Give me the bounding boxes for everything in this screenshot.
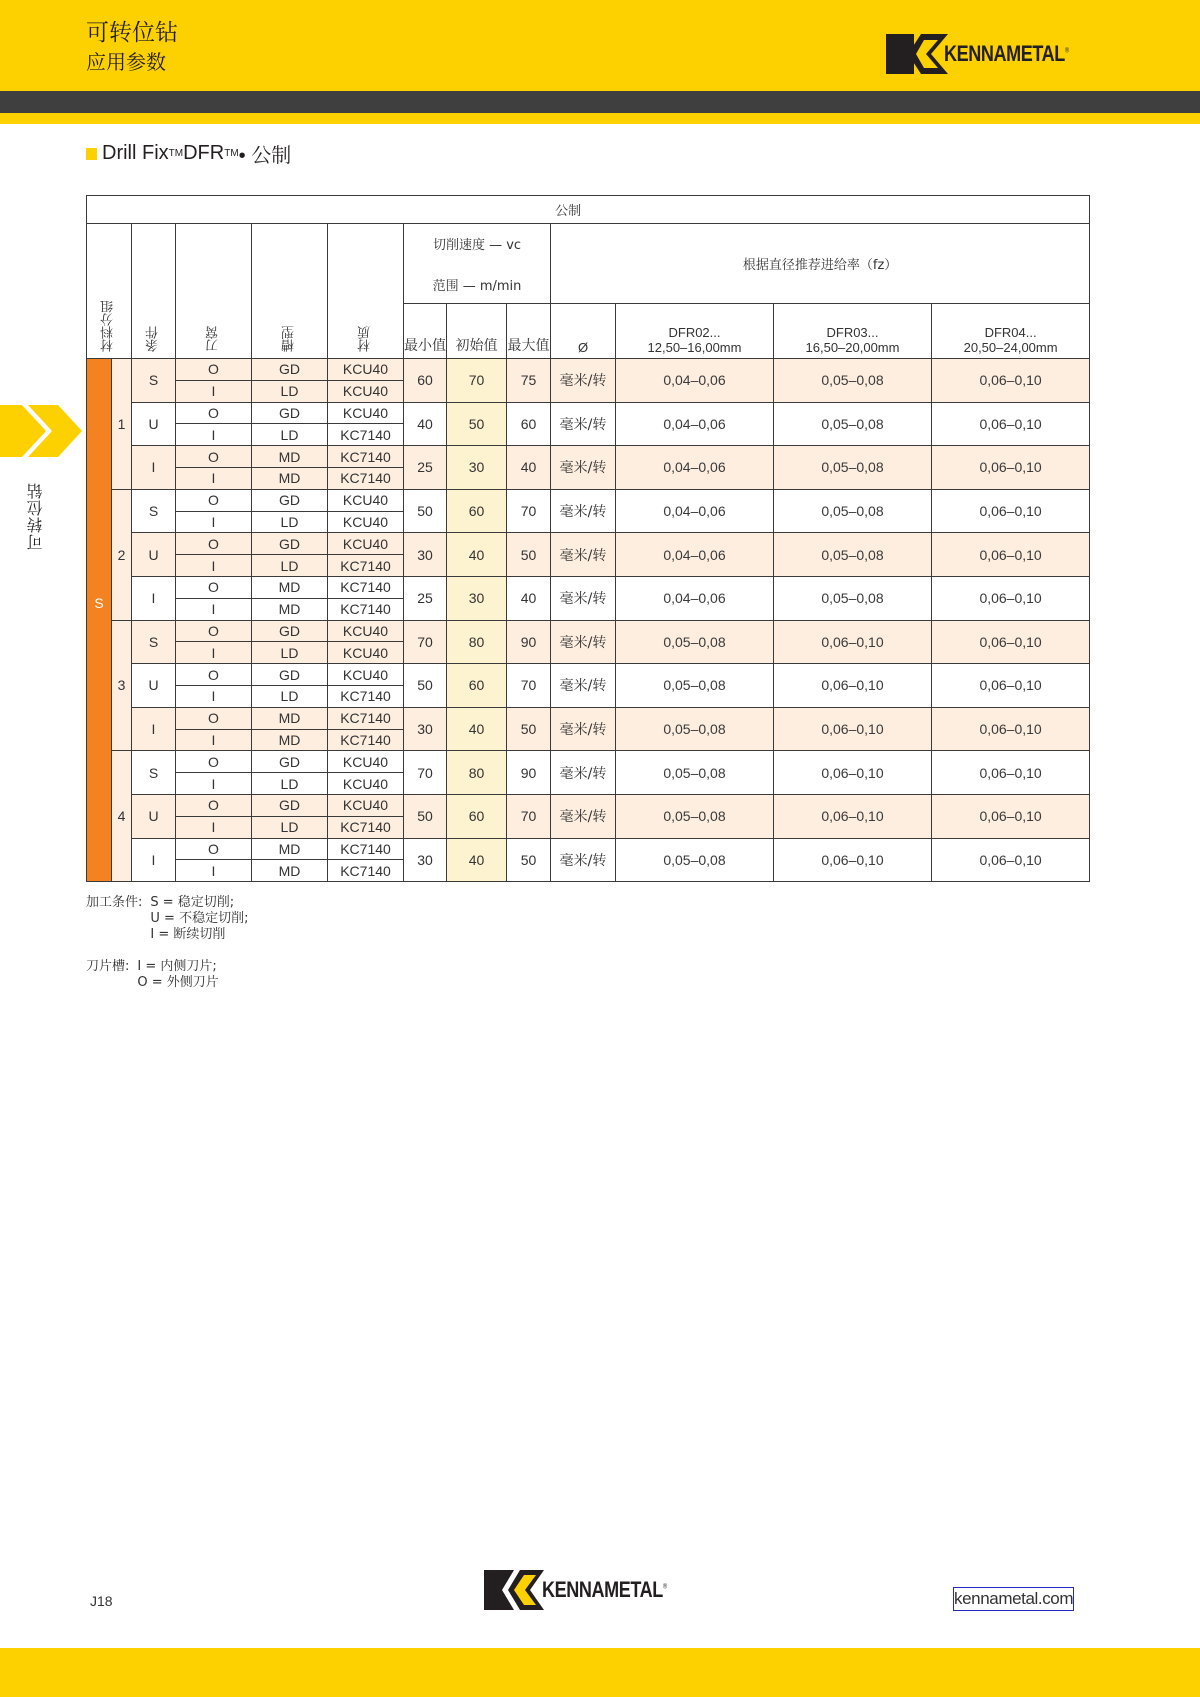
grade-cell: KC7140: [328, 816, 404, 838]
geometry-cell: MD: [252, 576, 328, 598]
header-dfr02: [616, 304, 774, 359]
grade-cell: KC7140: [328, 707, 404, 729]
material-class-cell: S: [87, 359, 112, 882]
feed-dfr02-cell: 0,04–0,06: [616, 402, 774, 446]
header-yellow-band: [0, 113, 1200, 124]
grade-cell: KC7140: [328, 729, 404, 751]
pocket-cell: I: [176, 642, 252, 664]
pocket-cell: I: [176, 467, 252, 489]
header-grade: [328, 224, 404, 359]
speed-max-cell: 90: [507, 620, 551, 664]
header-cutting-speed: [404, 224, 551, 304]
pocket-cell: O: [176, 533, 252, 555]
grade-cell: KCU40: [328, 794, 404, 816]
geometry-cell: LD: [252, 816, 328, 838]
feed-dfr02-cell: 0,04–0,06: [616, 533, 774, 577]
side-tab-label: 可转位钻: [26, 482, 45, 550]
dfr02-name: DFR02...: [668, 325, 721, 340]
registered-mark: ®: [662, 1583, 667, 1591]
pocket-cell: I: [176, 773, 252, 795]
speed-min-cell: 70: [404, 620, 447, 664]
feed-dfr04-cell: 0,06–0,10: [932, 838, 1090, 882]
trademark: TM: [168, 148, 184, 159]
chevron-tab-icon: [0, 405, 82, 457]
geometry-cell: MD: [252, 860, 328, 882]
geometry-cell: LD: [252, 424, 328, 446]
speed-start-cell: 80: [447, 620, 507, 664]
speed-min-cell: 50: [404, 794, 447, 838]
speed-start-cell: 60: [447, 794, 507, 838]
pocket-cell: I: [176, 860, 252, 882]
pocket-legend: [86, 959, 248, 991]
condition-cell: I: [132, 576, 176, 620]
condition-cell: I: [132, 707, 176, 751]
feed-dfr02-cell: 0,05–0,08: [616, 707, 774, 751]
legend-item: I = 断续切削: [150, 927, 226, 942]
brand-name: KENNAMETAL: [944, 41, 1065, 66]
pocket-cell: I: [176, 424, 252, 446]
feed-dfr03-cell: 0,05–0,08: [774, 446, 932, 490]
geometry-cell: GD: [252, 664, 328, 686]
header-diameter: Ø: [551, 304, 616, 359]
grade-cell: KC7140: [328, 838, 404, 860]
table-row: [87, 359, 1090, 381]
feed-dfr02-cell: 0,04–0,06: [616, 446, 774, 490]
feed-unit-cell: 毫米/转: [551, 664, 616, 708]
grade-cell: KC7140: [328, 860, 404, 882]
speed-start-cell: 50: [447, 402, 507, 446]
header-material-group: [87, 224, 132, 359]
table-row: [87, 838, 1090, 860]
speed-title-line2: 范围 — m/min: [432, 278, 522, 294]
header-feed-rate: 根据直径推荐进给率（fz）: [551, 224, 1090, 304]
table-row: [87, 533, 1090, 555]
feed-dfr04-cell: 0,06–0,10: [932, 359, 1090, 403]
header-title: 可转位钻: [86, 20, 178, 46]
feed-dfr04-cell: 0,06–0,10: [932, 489, 1090, 533]
speed-start-cell: 40: [447, 707, 507, 751]
feed-dfr03-cell: 0,05–0,08: [774, 533, 932, 577]
dfr04-name: DFR04...: [984, 325, 1037, 340]
geometry-cell: MD: [252, 446, 328, 468]
pocket-label: 刀片槽:: [86, 959, 130, 974]
geometry-cell: MD: [252, 729, 328, 751]
geometry-cell: LD: [252, 685, 328, 707]
material-group-cell: 1: [112, 359, 132, 490]
feed-unit-cell: 毫米/转: [551, 359, 616, 403]
header-dfr03: [774, 304, 932, 359]
header-condition: [132, 224, 176, 359]
condition-cell: I: [132, 446, 176, 490]
geometry-cell: GD: [252, 794, 328, 816]
grade-cell: KCU40: [328, 664, 404, 686]
condition-cell: S: [132, 489, 176, 533]
pocket-cell: O: [176, 838, 252, 860]
speed-title-line1: 切削速度 — vc: [432, 237, 522, 253]
speed-start-cell: 70: [447, 359, 507, 403]
feed-dfr02-cell: 0,04–0,06: [616, 359, 774, 403]
grade-cell: KC7140: [328, 555, 404, 577]
geometry-cell: LD: [252, 511, 328, 533]
speed-start-cell: 80: [447, 751, 507, 795]
grade-cell: KC7140: [328, 576, 404, 598]
speed-max-cell: 70: [507, 794, 551, 838]
material-group-cell: 2: [112, 489, 132, 620]
geometry-cell: GD: [252, 402, 328, 424]
pocket-cell: O: [176, 359, 252, 381]
table-row: [87, 446, 1090, 468]
geometry-cell: GD: [252, 533, 328, 555]
geometry-cell: GD: [252, 751, 328, 773]
grade-cell: KCU40: [328, 620, 404, 642]
kennametal-k-icon: [886, 34, 948, 74]
feed-unit-cell: 毫米/转: [551, 576, 616, 620]
title-metric: • 公制: [238, 145, 292, 167]
grade-cell: KCU40: [328, 642, 404, 664]
feed-dfr04-cell: 0,06–0,10: [932, 533, 1090, 577]
grade-cell: KCU40: [328, 489, 404, 511]
header-insert-pocket: [176, 224, 252, 359]
title-dfr: DFR: [183, 142, 225, 164]
feed-unit-cell: 毫米/转: [551, 707, 616, 751]
speed-min-cell: 50: [404, 489, 447, 533]
table-row: [87, 707, 1090, 729]
grade-cell: KC7140: [328, 424, 404, 446]
feed-dfr04-cell: 0,06–0,10: [932, 794, 1090, 838]
pocket-cell: O: [176, 664, 252, 686]
header-label: 刀窝: [205, 326, 221, 352]
speed-min-cell: 25: [404, 576, 447, 620]
speed-max-cell: 40: [507, 576, 551, 620]
speed-max-cell: 50: [507, 838, 551, 882]
feed-dfr02-cell: 0,05–0,08: [616, 751, 774, 795]
feed-dfr04-cell: 0,06–0,10: [932, 707, 1090, 751]
feed-dfr03-cell: 0,06–0,10: [774, 620, 932, 664]
feed-dfr04-cell: 0,06–0,10: [932, 620, 1090, 664]
feed-dfr03-cell: 0,06–0,10: [774, 794, 932, 838]
grade-cell: KCU40: [328, 533, 404, 555]
material-group-cell: 3: [112, 620, 132, 751]
header-geometry: [252, 224, 328, 359]
geometry-cell: MD: [252, 707, 328, 729]
trademark: TM: [224, 148, 239, 159]
legend-notes: [86, 895, 248, 1007]
feed-dfr02-cell: 0,05–0,08: [616, 620, 774, 664]
pocket-cell: O: [176, 576, 252, 598]
speed-start-cell: 30: [447, 576, 507, 620]
kennametal-website-link[interactable]: kennametal.com: [953, 1587, 1074, 1611]
feed-dfr04-cell: 0,06–0,10: [932, 402, 1090, 446]
pocket-cell: I: [176, 729, 252, 751]
grade-cell: KC7140: [328, 598, 404, 620]
header-speed-start: 初始值: [447, 304, 507, 359]
feed-unit-cell: 毫米/转: [551, 402, 616, 446]
speed-max-cell: 50: [507, 533, 551, 577]
feed-unit-cell: 毫米/转: [551, 533, 616, 577]
feed-unit-cell: 毫米/转: [551, 794, 616, 838]
pocket-cell: O: [176, 402, 252, 424]
speed-max-cell: 60: [507, 402, 551, 446]
feed-dfr03-cell: 0,05–0,08: [774, 359, 932, 403]
conditions-label: 加工条件:: [86, 895, 143, 910]
speed-max-cell: 70: [507, 664, 551, 708]
legend-item: O = 外侧刀片: [137, 975, 219, 990]
header-subtitle: 应用参数: [86, 50, 166, 74]
speed-start-cell: 30: [447, 446, 507, 490]
dfr03-name: DFR03...: [826, 325, 879, 340]
conditions-legend: [86, 895, 248, 943]
speed-max-cell: 70: [507, 489, 551, 533]
feed-dfr02-cell: 0,05–0,08: [616, 664, 774, 708]
brand-name: KENNAMETAL: [542, 1577, 663, 1602]
speed-start-cell: 60: [447, 489, 507, 533]
speed-min-cell: 40: [404, 402, 447, 446]
section-title: [86, 139, 291, 168]
footer-kennametal-logo: [484, 1570, 694, 1610]
pocket-cell: I: [176, 380, 252, 402]
geometry-cell: MD: [252, 467, 328, 489]
title-drill-fix: Drill Fix: [102, 142, 169, 164]
page-number: J18: [90, 1593, 113, 1609]
header-label: 材质: [357, 326, 373, 352]
pocket-cell: O: [176, 446, 252, 468]
feed-dfr03-cell: 0,06–0,10: [774, 751, 932, 795]
header-label: 槽型: [281, 326, 297, 352]
pocket-cell: I: [176, 555, 252, 577]
feed-unit-cell: 毫米/转: [551, 838, 616, 882]
pocket-cell: O: [176, 489, 252, 511]
feed-dfr02-cell: 0,05–0,08: [616, 794, 774, 838]
geometry-cell: GD: [252, 620, 328, 642]
speed-start-cell: 40: [447, 838, 507, 882]
speed-max-cell: 75: [507, 359, 551, 403]
header-speed-max: 最大值: [507, 304, 551, 359]
speed-max-cell: 90: [507, 751, 551, 795]
feed-unit-cell: 毫米/转: [551, 446, 616, 490]
feed-dfr03-cell: 0,06–0,10: [774, 707, 932, 751]
geometry-cell: MD: [252, 598, 328, 620]
pocket-cell: I: [176, 816, 252, 838]
feed-unit-cell: 毫米/转: [551, 620, 616, 664]
table-row: [87, 576, 1090, 598]
grade-cell: KCU40: [328, 511, 404, 533]
geometry-cell: GD: [252, 359, 328, 381]
condition-cell: S: [132, 751, 176, 795]
table-row: [87, 402, 1090, 424]
table-caption: 公制: [87, 196, 1090, 224]
feed-dfr04-cell: 0,06–0,10: [932, 664, 1090, 708]
header-dark-band: [0, 91, 1200, 113]
condition-cell: S: [132, 620, 176, 664]
speed-min-cell: 50: [404, 664, 447, 708]
legend-item: I = 内侧刀片;: [137, 959, 217, 974]
header-label: 条件: [145, 326, 161, 352]
speed-start-cell: 40: [447, 533, 507, 577]
feed-dfr02-cell: 0,05–0,08: [616, 838, 774, 882]
geometry-cell: MD: [252, 838, 328, 860]
pocket-cell: O: [176, 794, 252, 816]
feed-dfr03-cell: 0,05–0,08: [774, 402, 932, 446]
grade-cell: KC7140: [328, 467, 404, 489]
feed-dfr04-cell: 0,06–0,10: [932, 576, 1090, 620]
condition-cell: S: [132, 359, 176, 403]
condition-cell: U: [132, 533, 176, 577]
table-row: [87, 664, 1090, 686]
speed-max-cell: 50: [507, 707, 551, 751]
grade-cell: KCU40: [328, 359, 404, 381]
dfr03-range: 16,50–20,00mm: [805, 340, 900, 355]
grade-cell: KCU40: [328, 402, 404, 424]
pocket-cell: O: [176, 751, 252, 773]
grade-cell: KC7140: [328, 446, 404, 468]
feed-dfr04-cell: 0,06–0,10: [932, 446, 1090, 490]
grade-cell: KCU40: [328, 751, 404, 773]
geometry-cell: LD: [252, 380, 328, 402]
pocket-cell: I: [176, 511, 252, 533]
feed-dfr02-cell: 0,04–0,06: [616, 576, 774, 620]
header-speed-min: 最小值: [404, 304, 447, 359]
cutting-data-table: [86, 195, 1090, 882]
condition-cell: U: [132, 664, 176, 708]
registered-mark: ®: [1064, 47, 1069, 55]
feed-dfr03-cell: 0,05–0,08: [774, 489, 932, 533]
pocket-cell: I: [176, 685, 252, 707]
table-row: [87, 489, 1090, 511]
speed-min-cell: 70: [404, 751, 447, 795]
header-label: 材料分组: [101, 300, 116, 352]
speed-min-cell: 25: [404, 446, 447, 490]
feed-unit-cell: 毫米/转: [551, 751, 616, 795]
condition-cell: I: [132, 838, 176, 882]
feed-dfr03-cell: 0,06–0,10: [774, 664, 932, 708]
table-row: [87, 620, 1090, 642]
geometry-cell: LD: [252, 555, 328, 577]
feed-dfr02-cell: 0,04–0,06: [616, 489, 774, 533]
grade-cell: KCU40: [328, 773, 404, 795]
dfr04-range: 20,50–24,00mm: [963, 340, 1058, 355]
geometry-cell: LD: [252, 642, 328, 664]
legend-item: S = 稳定切削;: [150, 895, 235, 910]
speed-min-cell: 30: [404, 838, 447, 882]
grade-cell: KC7140: [328, 685, 404, 707]
dfr02-range: 12,50–16,00mm: [647, 340, 742, 355]
header-dfr04: [932, 304, 1090, 359]
speed-min-cell: 60: [404, 359, 447, 403]
table-row: [87, 794, 1090, 816]
condition-cell: U: [132, 402, 176, 446]
feed-dfr03-cell: 0,06–0,10: [774, 838, 932, 882]
geometry-cell: GD: [252, 489, 328, 511]
pocket-cell: I: [176, 598, 252, 620]
table-row: [87, 751, 1090, 773]
kennametal-k-icon: [484, 1570, 546, 1610]
speed-min-cell: 30: [404, 707, 447, 751]
legend-item: U = 不稳定切削;: [150, 911, 249, 926]
feed-dfr04-cell: 0,06–0,10: [932, 751, 1090, 795]
condition-cell: U: [132, 794, 176, 838]
speed-max-cell: 40: [507, 446, 551, 490]
square-bullet-icon: [86, 148, 97, 160]
feed-dfr03-cell: 0,05–0,08: [774, 576, 932, 620]
speed-start-cell: 60: [447, 664, 507, 708]
feed-unit-cell: 毫米/转: [551, 489, 616, 533]
page-header: [0, 0, 1200, 91]
geometry-cell: LD: [252, 773, 328, 795]
footer-yellow-band: [0, 1648, 1200, 1697]
kennametal-logo: [886, 34, 1096, 74]
pocket-cell: O: [176, 620, 252, 642]
speed-min-cell: 30: [404, 533, 447, 577]
grade-cell: KCU40: [328, 380, 404, 402]
pocket-cell: O: [176, 707, 252, 729]
material-group-cell: 4: [112, 751, 132, 882]
